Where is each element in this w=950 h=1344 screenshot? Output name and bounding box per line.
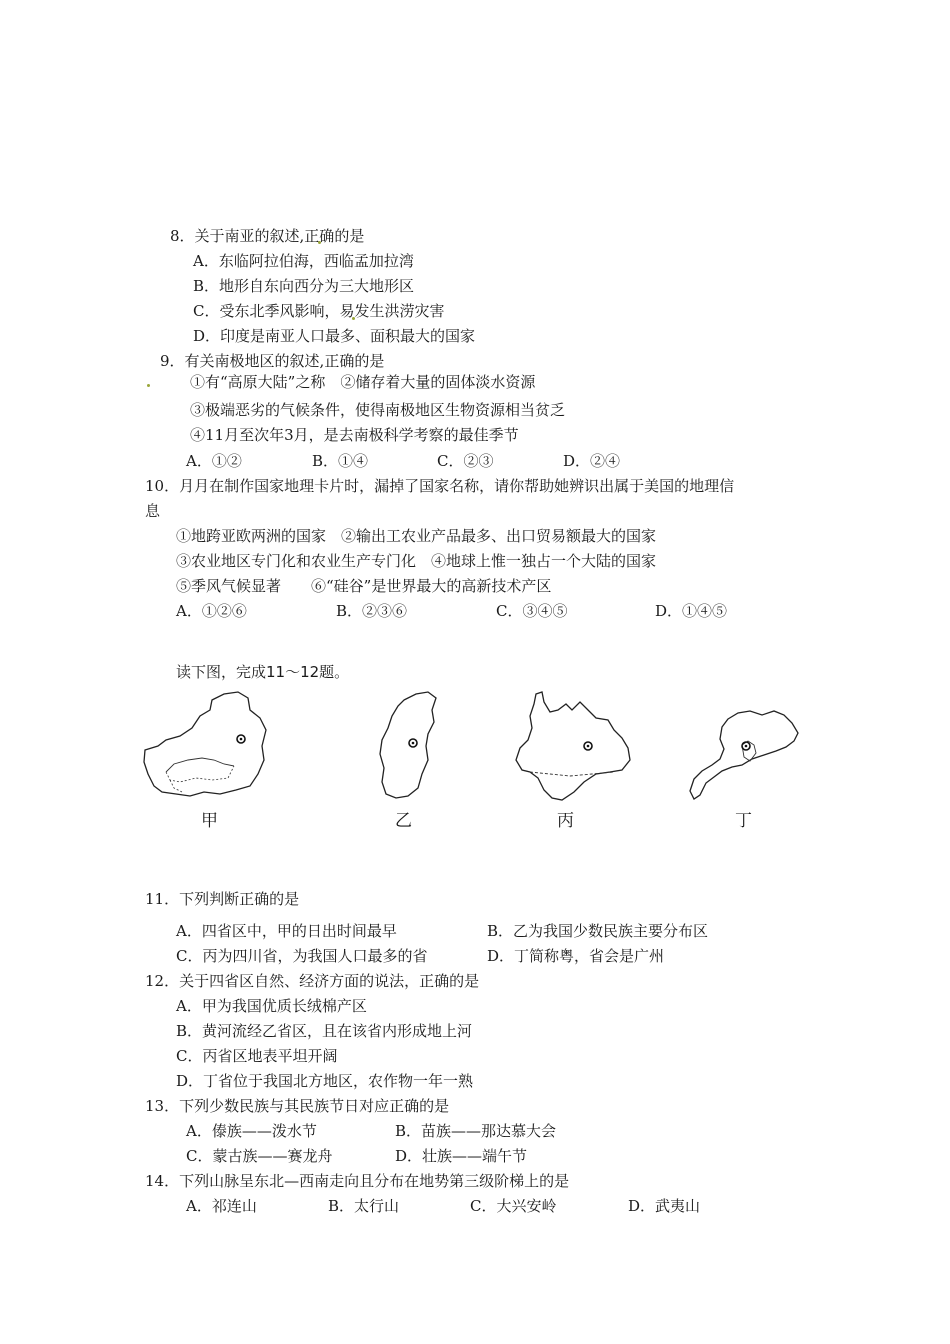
q11-option-c: C．丙为四川省，为我国人口最多的省: [176, 947, 428, 965]
q14-stem: 14．下列山脉呈东北—西南走向且分布在地势第三级阶梯上的是: [145, 1172, 570, 1190]
q8-option-a: A．东临阿拉伯海，西临孟加拉湾: [193, 252, 414, 270]
q13-option-c: C．蒙古族——赛龙舟: [186, 1147, 333, 1165]
q13-option-a: A．傣族——泼水节: [186, 1122, 317, 1140]
q9-statement-3: ④11月至次年3月，是去南极科学考察的最佳季节: [190, 426, 519, 444]
q13-stem: 13．下列少数民族与其民族节日对应正确的是: [145, 1097, 450, 1115]
q14-option-a: A．祁连山: [186, 1197, 257, 1215]
q10-statement-2: ③农业地区专门化和农业生产专门化 ④地球上惟一独占一个大陆的国家: [176, 552, 657, 570]
province-map-jia: [140, 688, 270, 808]
q13-option-b: B．苗族——那达慕大会: [395, 1122, 557, 1140]
q11-option-a: A．四省区中，甲的日出时间最早: [176, 922, 397, 940]
q9-option-c: C．②③: [437, 452, 494, 470]
q14-option-d: D．武夷山: [628, 1197, 701, 1215]
q8-option-d: D．印度是南亚人口最多、面积最大的国家: [193, 327, 476, 345]
map-label-jia: 甲: [201, 811, 218, 831]
q12-option-c: C．丙省区地表平坦开阔: [176, 1047, 338, 1065]
q9-stem: 9．有关南极地区的叙述,正确的是: [160, 352, 385, 370]
q10-stem: 10．月月在制作国家地理卡片时，漏掉了国家名称，请你帮助她辨识出属于美国的地理信: [145, 477, 735, 495]
q8-option-b: B．地形自东向西分为三大地形区: [193, 277, 415, 295]
q13-option-d: D．壮族——端午节: [395, 1147, 528, 1165]
q14-option-b: B．太行山: [328, 1197, 400, 1215]
q9-statement-1: ①有“高原大陆”之称 ②储存着大量的固体淡水资源: [190, 373, 536, 391]
q12-option-a: A．甲为我国优质长绒棉产区: [176, 997, 367, 1015]
q10-statement-3: ⑤季风气候显著 ⑥“硅谷”是世界最大的高新技术产区: [176, 577, 552, 595]
q12-option-b: B．黄河流经乙省区，且在该省内形成地上河: [176, 1022, 473, 1040]
q11-stem: 11．下列判断正确的是: [145, 890, 300, 908]
q11-option-d: D．丁简称粤，省会是广州: [487, 947, 665, 965]
figure-intro: 读下图，完成11～12题。: [176, 663, 350, 681]
province-map-bing: [510, 686, 640, 806]
q9-option-a: A．①②: [186, 452, 242, 470]
map-label-bing: 丙: [557, 811, 574, 831]
q9-statement-2: ③极端恶劣的气候条件，使得南极地区生物资源相当贫乏: [190, 401, 566, 419]
q8-option-c: C．受东北季风影响，易发生洪涝灾害: [193, 302, 445, 320]
q8-stem: 8．关于南亚的叙述,正确的是: [170, 227, 365, 245]
map-label-yi: 乙: [395, 811, 412, 831]
q10-stem-cont: 息: [145, 502, 161, 520]
q9-option-d: D．②④: [563, 452, 621, 470]
speck-mark: [147, 384, 150, 387]
q12-stem: 12．关于四省区自然、经济方面的说法，正确的是: [145, 972, 480, 990]
province-map-yi: [374, 688, 444, 806]
q10-option-c: C．③④⑤: [496, 602, 568, 620]
q10-option-d: D．①④⑤: [655, 602, 728, 620]
q10-option-b: B．②③⑥: [336, 602, 408, 620]
q10-option-a: A．①②⑥: [176, 602, 247, 620]
q12-option-d: D．丁省位于我国北方地区，农作物一年一熟: [176, 1072, 474, 1090]
map-label-ding: 丁: [735, 811, 752, 831]
q10-statement-1: ①地跨亚欧两洲的国家 ②输出工农业产品最多、出口贸易额最大的国家: [176, 527, 657, 545]
q11-option-b: B．乙为我国少数民族主要分布区: [487, 922, 709, 940]
q14-option-c: C．大兴安岭: [470, 1197, 557, 1215]
q9-option-b: B．①④: [312, 452, 369, 470]
province-map-ding: [680, 705, 815, 805]
